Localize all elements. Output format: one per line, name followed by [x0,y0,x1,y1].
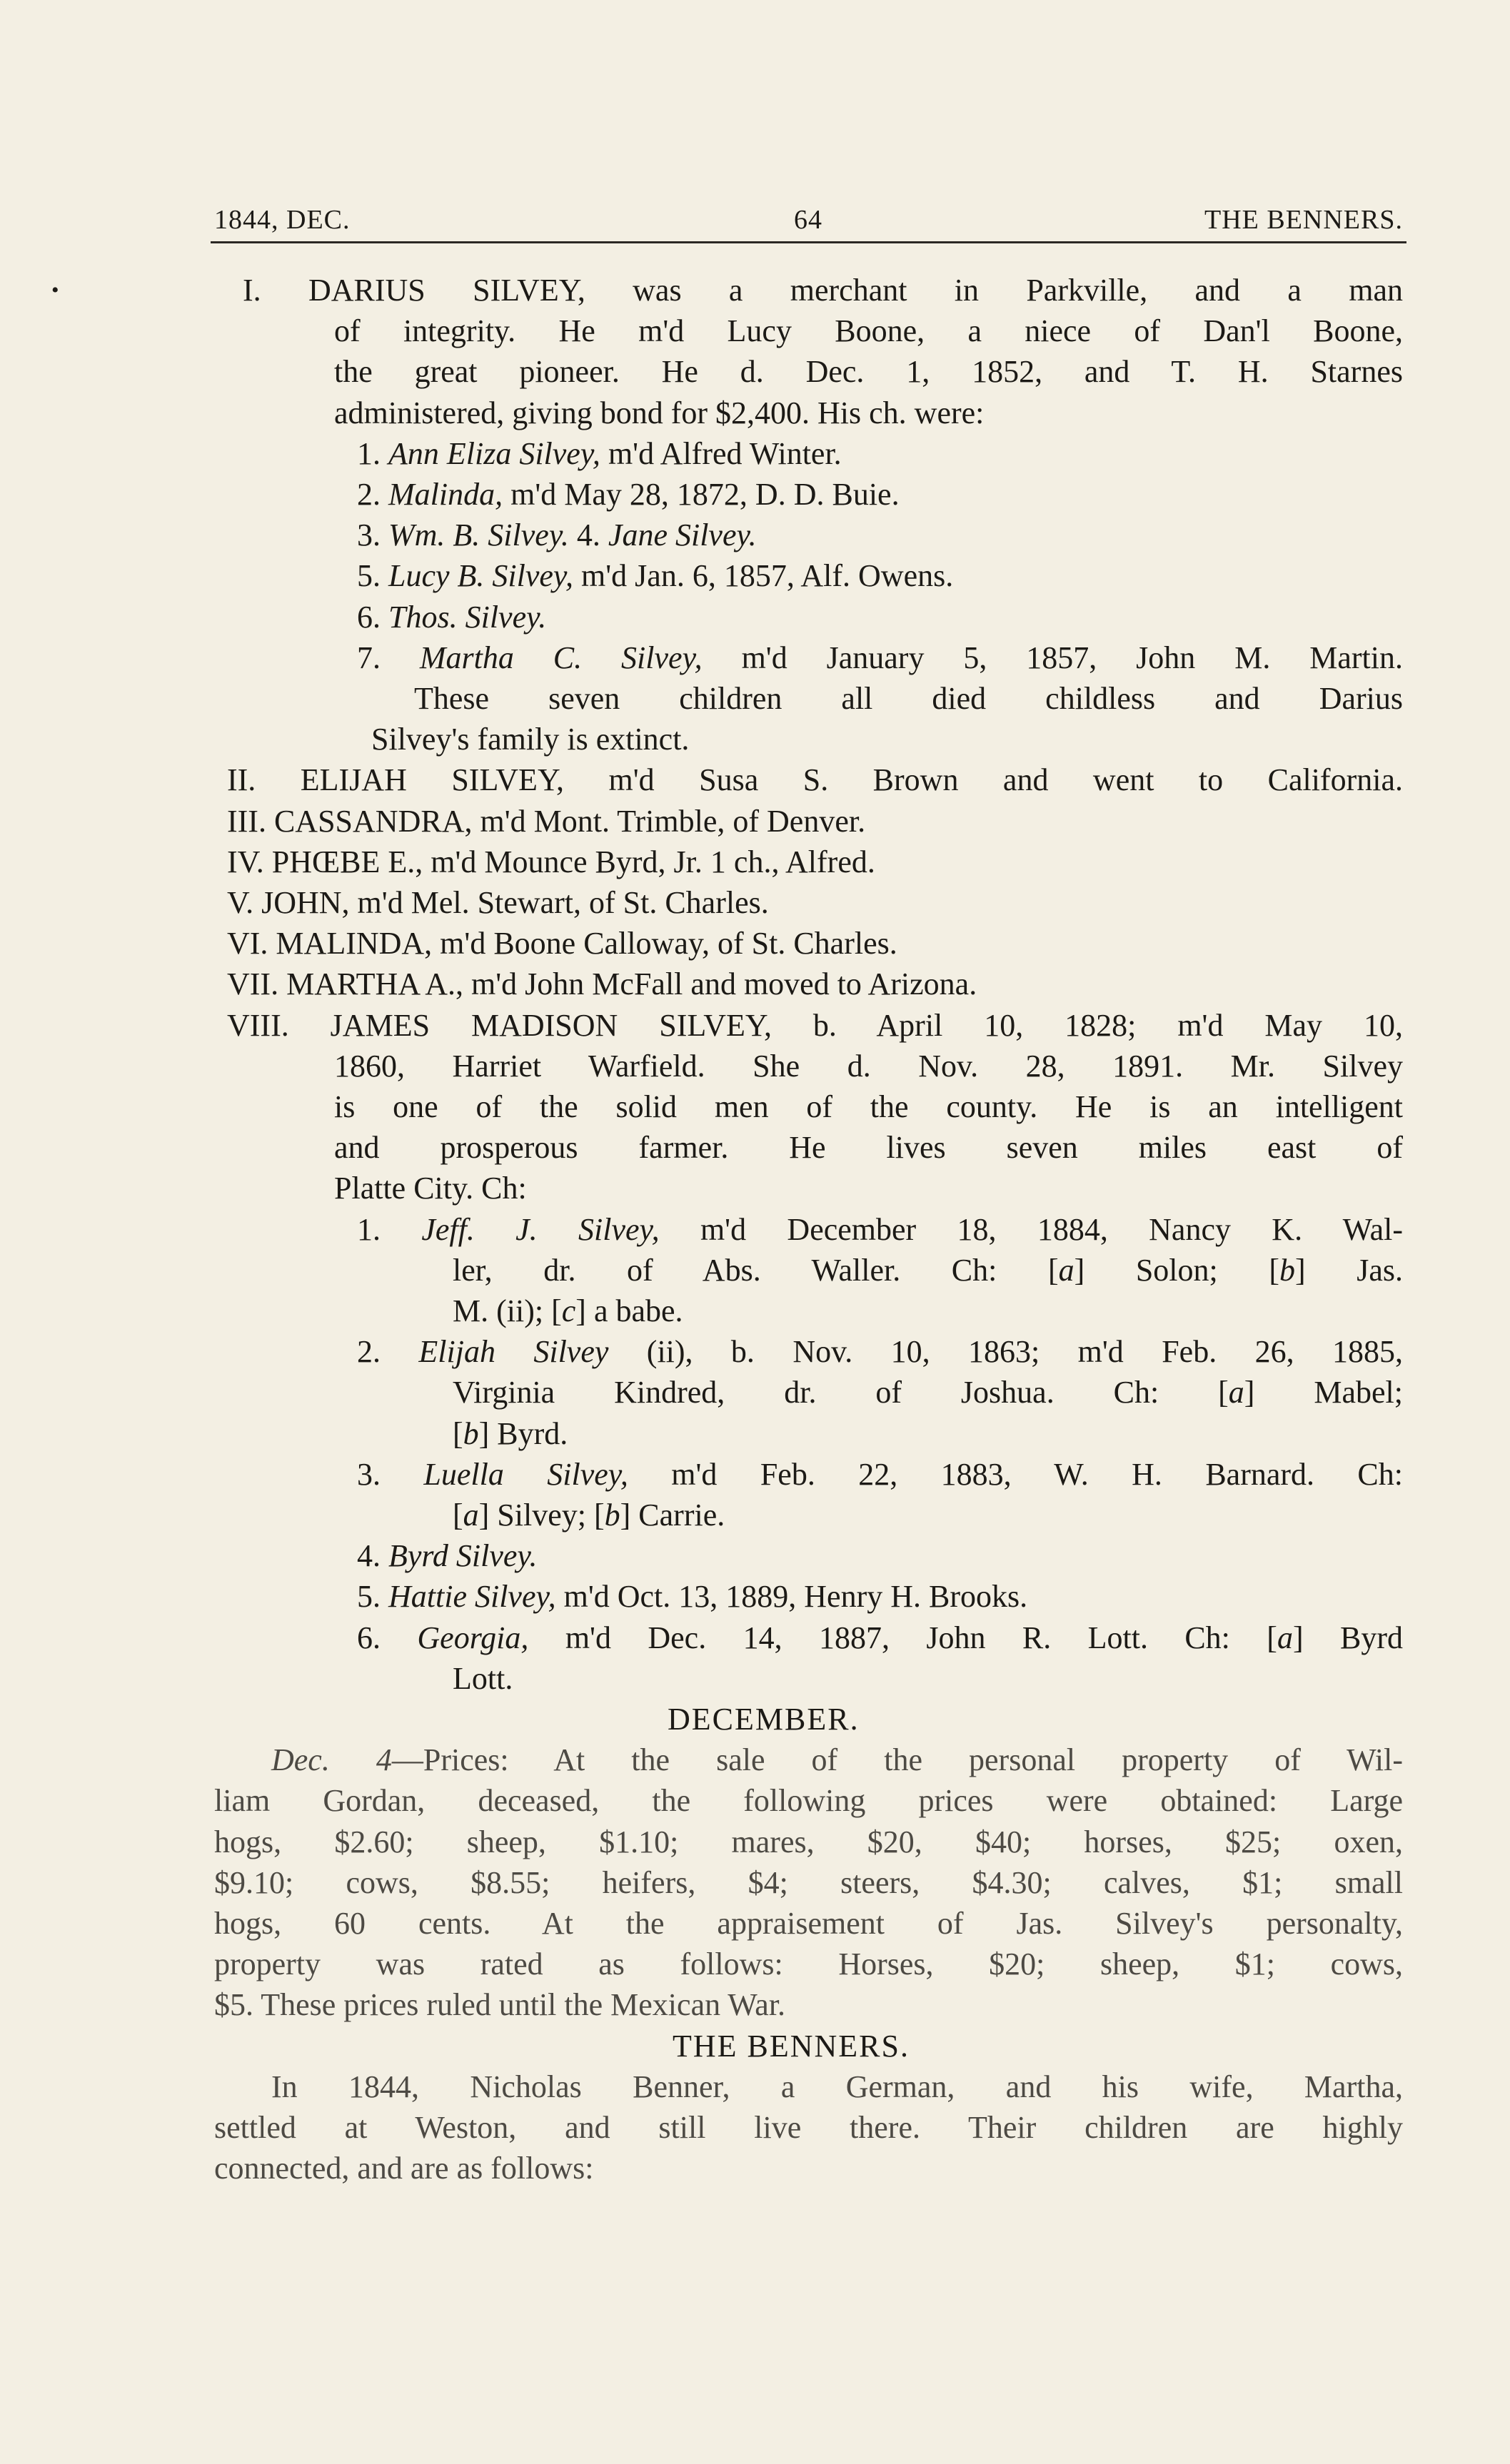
text-run: m'd January 5, 1857, John M. Martin. [702,640,1403,675]
text-run: m'd May 28, 1872, D. D. Buie. [503,477,900,512]
italic-run: a [1228,1375,1244,1410]
italic-run: Dec. 4 [271,1742,392,1778]
text-run: m'd Jan. 6, 1857, Alf. Owens. [573,558,954,594]
italic-run: Hattie Silvey, [388,1579,556,1615]
italic-run: Thos. Silvey. [388,599,547,635]
text-run: V. JOHN, m'd Mel. Stewart, of St. Charles. [227,885,769,920]
text-line [334,310,1403,352]
text-line [357,1209,1403,1251]
text-line [334,1086,1403,1128]
italic-run: b [604,1498,620,1533]
text-line [453,1495,725,1536]
text-run: 2. [357,477,388,512]
text-line [227,1005,1403,1046]
text-run: hogs, $2.60; sheep, $1.10; mares, $20, $40; horses, $25; oxen, [214,1824,1403,1859]
text-run: [ [453,1498,463,1533]
text-line [357,474,900,515]
header-rule [211,241,1406,243]
text-run: —Prices: At the sale of the personal property of Wil- [391,1742,1403,1778]
text-run: [ [453,1415,463,1451]
text-run: (ii), b. Nov. 10, 1863; m'd Feb. 26, 1885, [608,1334,1403,1370]
text-run: liam Gordan, deceased, the following prices were obtained: Large [214,1783,1403,1819]
italic-run: Jane Silvey. [608,517,757,553]
text-run: is one of the solid men of the county. He is an intelligent [334,1089,1403,1124]
italic-run: Ann Eliza Silvey, [388,435,600,471]
text-run: m'd Oct. 13, 1889, Henry H. Brooks. [555,1579,1028,1615]
text-line [357,433,842,475]
text-run: IV. PHŒBE E., m'd Mounce Byrd, Jr. 1 ch., Alfred. [227,844,875,879]
italic-run: a [463,1498,479,1533]
text-run: ] a babe. [575,1293,683,1328]
text-line [214,1903,1403,1944]
italic-run: Georgia, [417,1620,529,1655]
margin-dot: • [51,278,59,302]
text-line [334,1127,1403,1168]
italic-run: Wm. B. Silvey. [388,517,569,553]
italic-run: Jeff. J. Silvey, [421,1211,660,1247]
text-run: 5. [357,1579,388,1615]
text-run: 2. [357,1334,419,1370]
text-run: ] Silvey; [ [478,1498,605,1533]
italic-run: Luella Silvey, [423,1456,628,1492]
text-line [243,270,1403,311]
running-head-title: THE BENNERS. [1204,205,1403,235]
text-run: VI. MALINDA, m'd Boone Calloway, of St. Charles. [227,926,897,961]
text-run: $5. These prices ruled until the Mexican War. [214,1987,786,2023]
text-run: 7. [357,640,420,675]
text-run: 1. [357,435,388,471]
text-line [334,1046,1403,1087]
text-run: 6. [357,1620,418,1655]
text-line [214,1944,1403,1985]
text-line [334,351,1403,393]
italic-run: Elijah Silvey [418,1334,609,1370]
text-line [214,2107,1403,2149]
text-run: These seven children all died childless and Darius [414,681,1403,716]
text-line [334,1168,527,1209]
section-heading [668,1699,860,1740]
text-run: m'd Alfred Winter. [600,435,842,471]
text-run: ] Carrie. [620,1498,725,1533]
section-heading [673,2026,910,2067]
text-run: connected, and are as follows: [214,2151,594,2186]
text-line [227,801,865,842]
text-run: I. DARIUS SILVEY, was a merchant in Parkville, and a man [243,273,1403,308]
text-run: settled at Weston, and still live there. Their children are highly [214,2110,1403,2145]
italic-run: b [1279,1252,1295,1288]
text-run: 5. [357,558,388,594]
text-line [271,2066,1403,2108]
page-header [0,194,1510,237]
text-run: property was rated as follows: Horses, $20; sheep, $1; cows, [214,1947,1403,1982]
italic-run: a [1058,1252,1074,1288]
text-line [357,555,953,597]
text-line [214,1862,1403,1904]
text-run: II. ELIJAH SILVEY, m'd Susa S. Brown and went to California. [227,762,1403,798]
text-line [227,882,769,924]
text-run: m'd Feb. 22, 1883, W. H. Barnard. Ch: [628,1456,1404,1492]
text-line [453,1658,513,1700]
text-run: hogs, 60 cents. At the appraisement of Jas. Silvey's personalty, [214,1906,1403,1941]
text-run: Silvey's family is extinct. [371,722,690,757]
text-line [357,597,546,638]
text-line [357,637,1403,679]
italic-run: Byrd Silvey. [388,1538,538,1574]
text-line [357,1331,1403,1373]
italic-run: c [561,1293,576,1328]
text-run: In 1844, Nicholas Benner, a German, and his wife, Martha, [271,2069,1403,2104]
text-run: III. CASSANDRA, m'd Mont. Trimble, of Denver. [227,803,866,839]
text-run: THE BENNERS. [673,2028,910,2064]
running-head-date: 1844, DEC. [214,205,351,235]
text-run: ] Mabel; [1244,1375,1403,1410]
text-run: administered, giving bond for $2,400. His ch. were: [334,395,985,430]
text-line [453,1291,683,1332]
text-run: Virginia Kindred, dr. of Joshua. Ch: [ [453,1375,1229,1410]
text-run: VIII. JAMES MADISON SILVEY, b. April 10, 1828; m'd May 10, [227,1007,1403,1043]
text-line [414,678,1403,719]
text-run: ler, dr. of Abs. Waller. Ch: [ [453,1252,1059,1288]
text-line [227,759,1403,801]
italic-run: Malinda, [388,477,503,512]
text-run: of integrity. He m'd Lucy Boone, a niece of Dan'l Boone, [334,313,1403,349]
text-line [357,1617,1403,1659]
text-run: m'd December 18, 1884, Nancy K. Wal- [659,1211,1404,1247]
text-run: ] Byrd [1292,1620,1403,1655]
italic-run: a [1277,1620,1293,1655]
text-line [453,1413,568,1455]
text-line [227,964,977,1005]
italic-run: Martha C. Silvey, [419,640,703,675]
text-line [357,1454,1403,1495]
text-line [334,393,984,434]
text-run: $9.10; cows, $8.55; heifers, $4; steers, $4.30; calves, $1; small [214,1864,1403,1900]
text-line [357,515,757,556]
text-run: M. (ii); [ [453,1293,562,1328]
text-line [271,1740,1403,1781]
italic-run: Lucy B. Silvey, [388,558,574,594]
page-number: 64 [794,205,822,235]
text-line [214,1984,785,2026]
text-run: m'd Dec. 14, 1887, John R. Lott. Ch: [ [528,1620,1277,1655]
text-run: ] Byrd. [478,1415,568,1451]
text-run: DECEMBER. [668,1702,860,1737]
text-line [357,1576,1027,1617]
text-run: 1. [357,1211,422,1247]
text-line [227,923,897,964]
italic-run: b [463,1415,479,1451]
text-run: 3. [357,517,388,553]
text-line [227,842,875,883]
text-run: ] Solon; [ [1074,1252,1279,1288]
text-run: ] Jas. [1294,1252,1403,1288]
text-run: 3. [357,1456,424,1492]
text-run: Platte City. Ch: [334,1171,527,1206]
text-run: and prosperous farmer. He lives seven miles east of [334,1130,1403,1166]
text-line [214,1822,1403,1863]
text-line [453,1250,1403,1291]
text-run: 1860, Harriet Warfield. She d. Nov. 28, 1891. Mr. Silvey [334,1048,1403,1084]
text-run: the great pioneer. He d. Dec. 1, 1852, and T. H. Starnes [334,354,1403,390]
text-run: Lott. [453,1660,513,1696]
text-line [453,1372,1403,1413]
text-line [357,1535,538,1577]
text-line [371,719,689,760]
text-run: 4. [568,517,608,553]
text-run: 6. [357,599,388,635]
text-line [214,2148,593,2189]
text-line [214,1780,1403,1822]
text-run: 4. [357,1538,388,1574]
text-run: VII. MARTHA A., m'd John McFall and moved to Arizona. [227,966,977,1002]
